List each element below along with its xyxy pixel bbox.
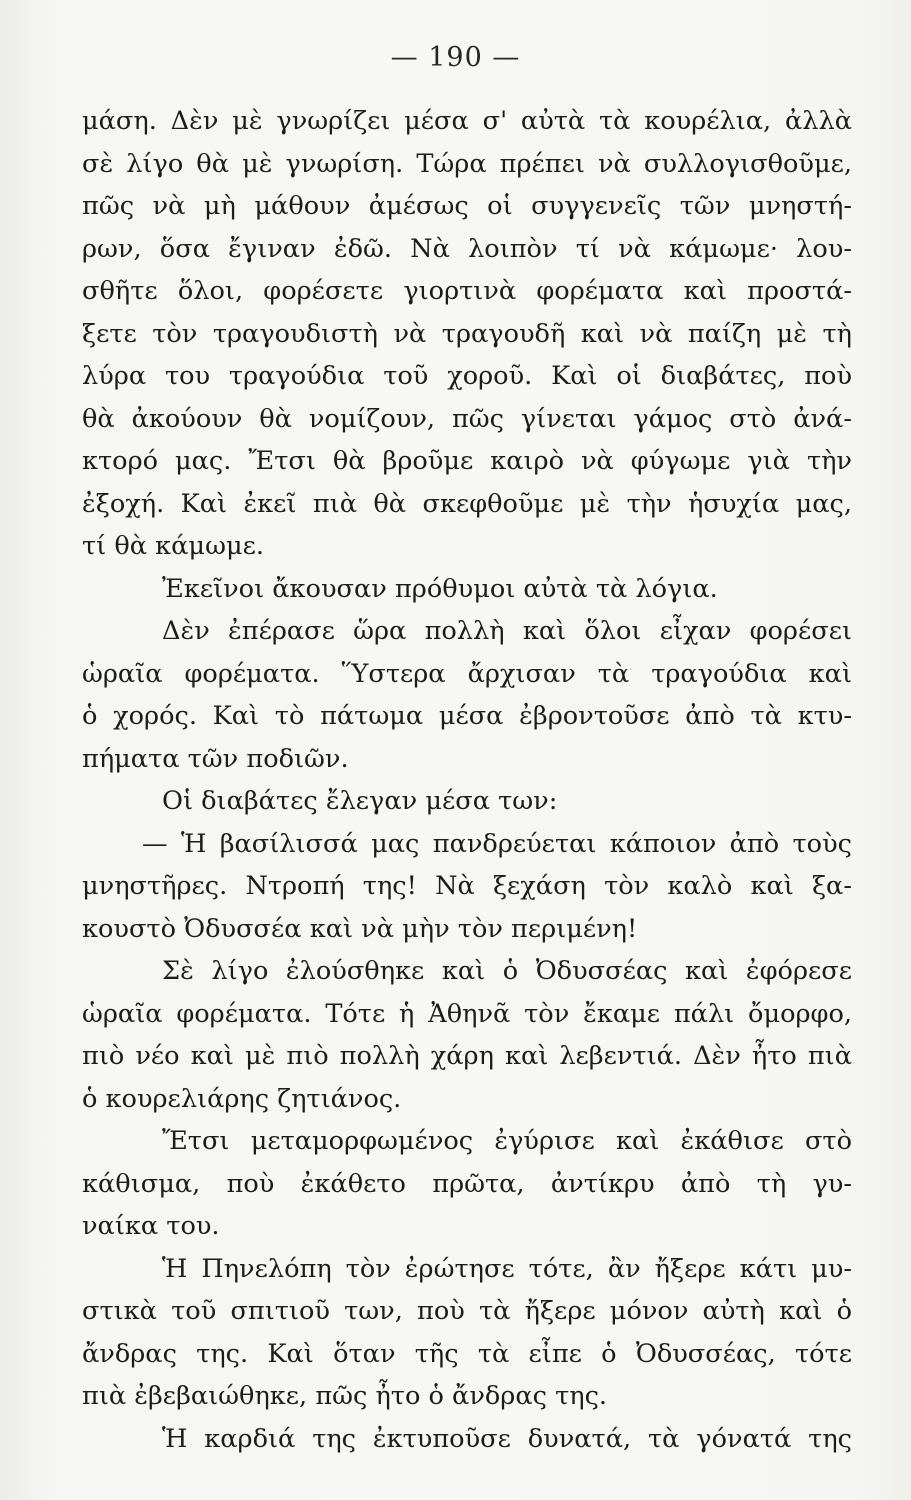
text-line: Ἡ Πηνελόπη τὸν ἐρώτησε τότε, ἂν ἤξερε κάτι μυ- <box>162 1253 852 1284</box>
text-line: ὁ χορός. Καὶ τὸ πάτωμα μέσα ἐβροντοῦσε ἀπὸ τὰ κτυ- <box>82 701 852 731</box>
text-line: πῶς νὰ μὴ μάθουν ἀμέσως οἱ συγγενεῖς τῶν μνηστή- <box>82 191 852 221</box>
text-line: ρων, ὅσα ἔγιναν ἐδῶ. Νὰ λοιπὸν τί νὰ κάμωμε· λου- <box>82 233 852 264</box>
page-body-text <box>82 100 852 1460</box>
text-line: πιὸ νέο καὶ μὲ πιὸ πολλὴ χάρη καὶ λεβεντιά. Δὲν ἦτο πιὰ <box>82 1041 852 1071</box>
text-line: ὡραῖα φορέματα. Τότε ἡ Ἀθηνᾶ τὸν ἔκαμε πάλι ὄμορφο, <box>82 998 852 1029</box>
text-line: Ἡ καρδιά της ἐκτυποῦσε δυνατά, τὰ γόνατά της <box>162 1423 852 1454</box>
text-line: ναίκα του. <box>82 1211 220 1241</box>
text-line: ξετε τὸν τραγουδιστὴ νὰ τραγουδῆ καὶ νὰ παίζη μὲ τὴ <box>82 318 852 349</box>
text-line: σὲ λίγο θὰ μὲ γνωρίση. Τώρα πρέπει νὰ συλλογισθοῦμε, <box>82 148 852 179</box>
text-line: Ἐκεῖνοι ἄκουσαν πρόθυμοι αὐτὰ τὰ λόγια. <box>162 573 718 604</box>
text-line: κάθισμα, ποὺ ἐκάθετο πρῶτα, ἀντίκρυ ἀπὸ τὴ γυ- <box>82 1168 852 1199</box>
text-line: στικὰ τοῦ σπιτιοῦ των, ποὺ τὰ ἤξερε μόνον αὐτὴ καὶ ὁ <box>82 1296 852 1326</box>
text-line: κτορό μας. Ἔτσι θὰ βροῦμε καιρὸ νὰ φύγωμε γιὰ τὴν <box>82 446 852 476</box>
text-line: Ἔτσι μεταμορφωμένος ἐγύρισε καὶ ἐκάθισε στὸ <box>162 1126 852 1156</box>
text-line: σθῆτε ὅλοι, φορέσετε γιορτινὰ φορέματα καὶ προστά- <box>82 276 852 306</box>
text-line: τί θὰ κάμωμε. <box>82 531 264 561</box>
text-line: κουστὸ Ὀδυσσέα καὶ νὰ μὴν τὸν περιμένη! <box>82 913 638 944</box>
text-line: μάση. Δὲν μὲ γνωρίζει μέσα σ' αὐτὰ τὰ κουρέλια, ἀλλὰ <box>82 106 852 136</box>
text-line: θὰ ἀκούουν θὰ νομίζουν, πῶς γίνεται γάμος στὸ ἀνά- <box>82 403 852 434</box>
text-line: Οἱ διαβάτες ἔλεγαν μέσα των: <box>162 786 558 816</box>
text-line: ἄνδρας της. Καὶ ὅταν τῆς τὰ εἶπε ὁ Ὀδυσσέας, τότε <box>82 1338 852 1369</box>
text-line: λύρα του τραγούδια τοῦ χοροῦ. Καὶ οἱ διαβάτες, ποὺ <box>82 361 852 391</box>
text-line: — Ἡ βασίλισσά μας πανδρεύεται κάποιον ἀπὸ τοὺς <box>142 828 852 859</box>
page-number: — 190 — <box>390 42 521 73</box>
text-line: πήματα τῶν ποδιῶν. <box>82 743 349 774</box>
text-line: Σὲ λίγο ἐλούσθηκε καὶ ὁ Ὀδυσσέας καὶ ἐφόρεσε <box>162 956 852 986</box>
text-line: ὡραῖα φορέματα. Ὕστερα ἄρχισαν τὰ τραγούδια καὶ <box>82 658 852 689</box>
text-line: Δὲν ἐπέρασε ὥρα πολλὴ καὶ ὅλοι εἶχαν φορέσει <box>162 616 852 646</box>
text-line: ὁ κουρελιάρης ζητιάνος. <box>82 1083 402 1114</box>
text-line: ἐξοχή. Καὶ ἐκεῖ πιὰ θὰ σκεφθοῦμε μὲ τὴν ἡσυχία μας, <box>82 488 852 519</box>
text-line: μνηστῆρες. Ντροπή της! Νὰ ξεχάση τὸν καλὸ καὶ ξα- <box>82 871 852 901</box>
text-line: πιὰ ἐβεβαιώθηκε, πῶς ἦτο ὁ ἄνδρας της. <box>82 1381 608 1411</box>
